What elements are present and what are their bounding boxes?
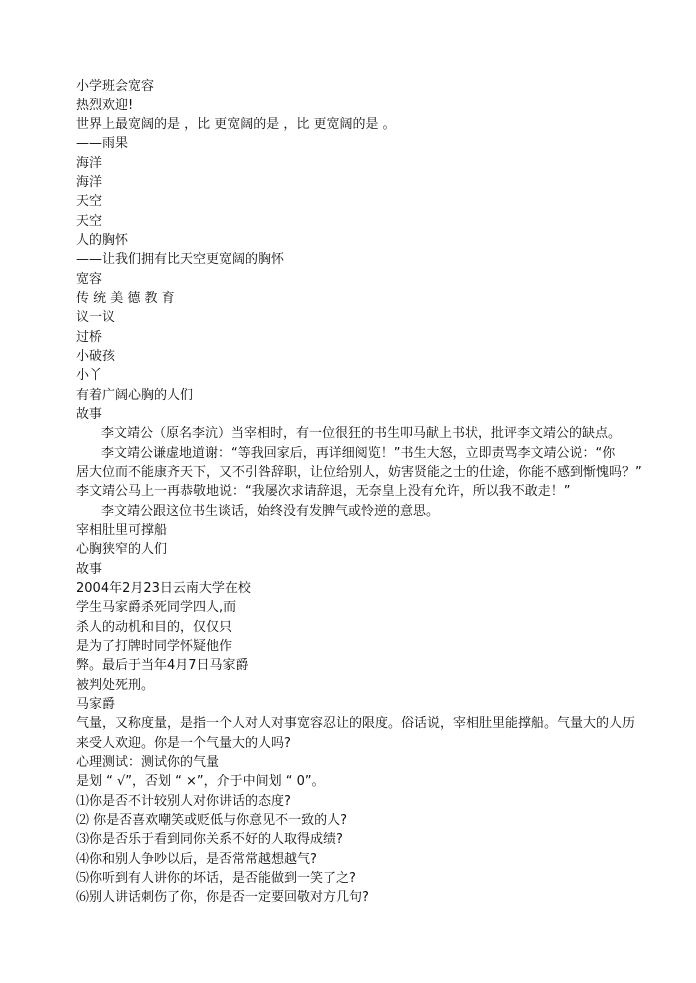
test-question: ⑹别人讲话刺伤了你，你是否一定要回敬对方几句? [76,890,369,905]
topic-heading: 宽容 [76,272,103,287]
answer-line: 天空 [76,214,103,229]
definition-line: 气量，又称度量，是指一个人对人对事宽容忍让的限度。俗话说，宰相肚里能撑船。气量大的人历 [76,716,636,731]
answer-line: 海洋 [76,175,103,190]
test-question: ⑵ 你是否喜欢嘲笑或贬低与你意见不一致的人? [76,813,348,828]
story-two-line: 2004年2月23日云南大学在校 [76,581,251,596]
document-title: 小学班会宽容 [76,79,155,94]
story-two-line: 弊。最后于当年4月7日马家爵 [76,658,249,673]
test-instructions: 是划 “ √”，否划 “ ×”，介于中间划 “ 0”。 [76,774,325,789]
definition-line: 来受人欢迎。你是一个气量大的人吗? [76,736,291,751]
answer-line: 天空 [76,194,103,209]
story-paragraph-line: 李文靖公跟这位书生谈话，始终没有发脾气或怜逆的意思。 [101,504,440,519]
test-title: 心理测试：测试你的气量 [76,755,220,770]
subtitle: ——让我们拥有比天空更宽阔的胸怀 [76,252,285,267]
test-question: ⑷你和别人争吵以后，是否常常越想越气? [76,852,317,867]
game-item: 小破孩 [76,349,116,364]
test-question: ⑶你是否乐于看到同你关系不好的人取得成绩? [76,832,343,847]
test-question: ⑸你听到有人讲你的坏话，是否能做到一笑了之? [76,871,356,886]
story-two-line: 是为了打牌时同学怀疑他作 [76,639,233,654]
proverb: 宰相肚里可撑船 [76,523,168,538]
answer-line: 海洋 [76,156,103,171]
answer-line: 人的胸怀 [76,233,129,248]
story-label: 故事 [76,407,103,422]
story-two-line: 杀人的动机和目的，仅仅只 [76,620,233,635]
broad-heading: 有着广阔心胸的人们 [76,388,194,403]
story-paragraph-line: 居大位而不能康齐天下，又不引咎辞职，让位给别人，妨害贤能之士的仕途，你能不感到惭愧吗？” [76,465,642,480]
story-paragraph-line: 李文靖公谦虚地道谢：“等我回家后，再详细阅览！”书生大怒，立即责骂李文靖公说：“你 [101,446,616,461]
game-item: 小丫 [76,368,103,383]
story-two-line: 被判处死刑。 [76,678,155,693]
hugo-quote: 世界上最宽阔的是 ，比 更宽阔的是 ，比 更宽阔的是 。 [76,117,396,132]
story-two-line: 马家爵 [76,697,116,712]
narrow-heading: 心胸狭窄的人们 [76,542,168,557]
story-two-line: 学生马家爵杀死同学四人,而 [76,600,237,615]
story-label: 故事 [76,562,103,577]
theme-heading: 传 统 美 德 教 育 [76,291,175,306]
game-item: 过桥 [76,330,103,345]
quote-author: ——雨果 [76,136,129,151]
discuss-heading: 议一议 [76,310,116,325]
story-paragraph-line: 李文靖公（原名李沆）当宰相时，有一位很狂的书生叩马献上书状，批评李文靖公的缺点。 [101,426,622,441]
story-paragraph-line: 李文靖公马上一再恭敬地说：“我屡次求请辞退，无奈皇上没有允许，所以我不敢走！” [76,484,571,499]
welcome-text: 热烈欢迎! [76,98,134,113]
test-question: ⑴你是否不计较别人对你讲话的态度? [76,794,291,809]
